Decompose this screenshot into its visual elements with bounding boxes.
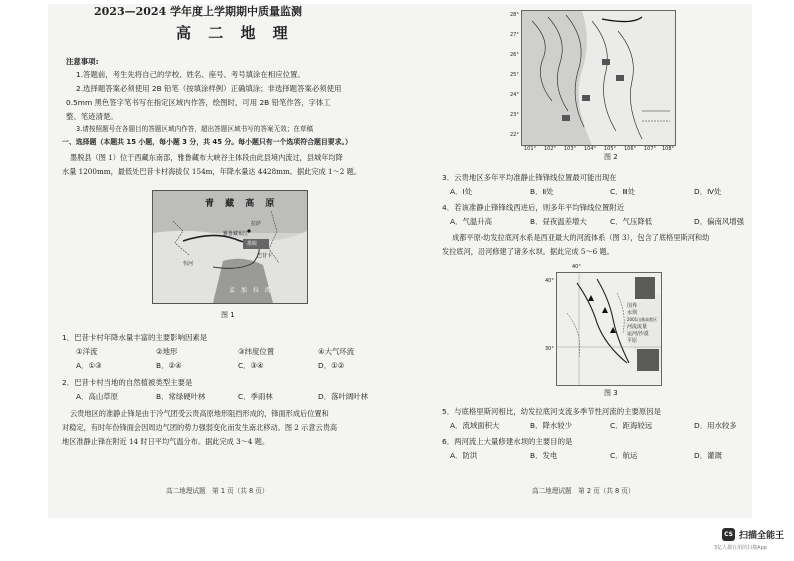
legend-item: 河流流量 — [627, 324, 648, 330]
question-factors — [76, 346, 354, 357]
question-options — [76, 360, 344, 371]
y-tick-label: 24° — [510, 92, 519, 98]
x-tick-label: 101° — [524, 146, 537, 152]
question-options — [450, 420, 737, 431]
figure-2-isotherm-map — [521, 10, 676, 146]
question-stem: 4．若该准静止锋锋线西进后，则多年平均锋线位置附近 — [442, 203, 625, 212]
figure-caption: 图 2 — [604, 153, 618, 161]
section-title: 一、选择题（本题共 15 小题，每小题 3 分，共 45 分。每小题只有一个选项符合题目要求。） — [62, 138, 352, 146]
option: B．降水较少 — [530, 421, 573, 430]
map-label: 青 藏 高 原 — [205, 199, 279, 209]
question-options — [450, 216, 744, 227]
option: C．航运 — [610, 451, 638, 460]
question-stem: 2．巴昔卡村当地的自然植被类型主要是 — [62, 378, 193, 387]
question-options — [450, 186, 721, 197]
option: C．气压降低 — [610, 217, 653, 226]
option: C．Ⅲ处 — [610, 187, 636, 196]
y-tick-label: 23° — [510, 112, 519, 118]
option: B．昼夜温差增大 — [530, 217, 587, 226]
x-tick-label: 108° — [662, 146, 675, 152]
figure-caption: 图 3 — [604, 389, 618, 397]
option: D．①② — [318, 361, 345, 370]
camscanner-logo-icon: CS — [722, 528, 735, 541]
scanner-app-tagline: 3亿人都在用的扫描App — [714, 545, 767, 551]
exam-title: 2023—2024 学年度上学期期中质量监测 — [94, 5, 303, 18]
option: C．季雨林 — [238, 392, 273, 401]
scanned-exam-sheet — [48, 4, 752, 518]
option: A．Ⅰ处 — [450, 187, 473, 196]
question-options — [76, 391, 368, 402]
legend-item: 水坝 — [627, 310, 638, 316]
subject-title: 高 二 地 理 — [176, 24, 294, 42]
notice-line: 2.选择题答案必须使用 2B 铅笔（按填涂样例）正确填涂；非选择题答案必须使用 — [76, 84, 342, 93]
x-tick-label: 104° — [584, 146, 597, 152]
factor: ②地形 — [156, 347, 178, 356]
question-stem: 3．云贵地区多年平均准静止锋锋线位置最可能出现在 — [442, 173, 617, 182]
legend-item: 2001山脉高程区 — [627, 317, 658, 322]
x-tick-label: 106° — [624, 146, 637, 152]
map-label: 恒河 — [183, 261, 194, 267]
lat-label: 30° — [545, 346, 554, 352]
exam-page-1 — [48, 4, 400, 518]
option: D．Ⅳ处 — [694, 187, 722, 196]
x-tick-label: 102° — [544, 146, 557, 152]
passage-line: 墨脱县（图 1）位于西藏东南部，雅鲁藏布大峡谷主体段由此县境内流过，县城年均降 — [70, 153, 343, 162]
y-tick-label: 27° — [510, 32, 519, 38]
option: C．③④ — [238, 361, 264, 370]
notice-line: 1.答题前，考生先将自己的学校、姓名、座号、考号填涂在相应位置。 — [76, 70, 305, 79]
figure-3-river-map — [556, 272, 662, 386]
scanner-app-name: 扫描全能王 — [739, 531, 785, 541]
option: B．②④ — [156, 361, 182, 370]
map-label: 巴昔卡 — [257, 253, 273, 259]
passage-line: 成都平原-幼发拉底河水系是西亚最大的河流体系（图 3），包含了底格里斯河和幼 — [452, 233, 710, 242]
page-footer: 高二地理试题 第 1 页（共 8 页） — [166, 487, 269, 495]
exam-page-2 — [408, 4, 752, 518]
option: C．距海较远 — [610, 421, 653, 430]
factor: ③纬度位置 — [238, 347, 275, 356]
legend-item: 运河/沙漠 — [627, 331, 649, 337]
question-stem: 6．两河流上大量修建水坝的主要目的是 — [442, 437, 573, 446]
option: A．高山草原 — [76, 392, 119, 401]
passage-line: 水量 1200mm，最低处巴昔卡村海拔仅 154m，年降水量达 4428mm。据此完成 1～2 题。 — [62, 167, 362, 176]
x-tick-label: 105° — [604, 146, 617, 152]
passage-line: 对稳定，有时年份锋面会因周边气团的势力强弱变化而发生南北移动。图 2 示意云贵高 — [62, 423, 338, 432]
y-tick-label: 28° — [510, 12, 519, 18]
page-footer: 高二地理试题 第 2 页（共 8 页） — [532, 487, 635, 495]
passage-line: 发拉底河，沿河修建了诸多水坝。据此完成 5～6 题。 — [442, 247, 614, 256]
legend-item: 平原 — [627, 338, 638, 344]
option: B．常绿硬叶林 — [156, 392, 206, 401]
option: D．偏南风增强 — [694, 217, 745, 226]
option: B．发电 — [530, 451, 558, 460]
question-stem: 1．巴昔卡村年降水量丰富的主要影响因素是 — [62, 333, 208, 342]
question-options — [450, 450, 722, 461]
option: A．①③ — [76, 361, 102, 370]
map-label: 墨脱 — [247, 241, 258, 247]
notice-line: 3.请按照题号在各题目的答题区域内作答，超出答题区域书写的答案无效；在草稿 — [76, 125, 314, 133]
option: B．Ⅱ处 — [530, 187, 554, 196]
y-tick-label: 22° — [510, 132, 519, 138]
notice-title: 注意事项: — [66, 57, 99, 66]
option: D．落叶阔叶林 — [318, 392, 369, 401]
notice-line: 整、笔迹清楚。 — [66, 112, 118, 121]
option: A．防洪 — [450, 451, 478, 460]
passage-line: 地区准静止锋在附近 14 时日平均气温分布。据此完成 3～4 题。 — [62, 437, 270, 446]
y-tick-label: 25° — [510, 72, 519, 78]
x-tick-label: 107° — [644, 146, 657, 152]
y-tick-label: 26° — [510, 52, 519, 58]
factor: ①洋流 — [76, 347, 98, 356]
map-label: 孟 加 拉 湾 — [229, 287, 273, 294]
legend-item: 国界 — [627, 303, 638, 309]
x-tick-label: 103° — [564, 146, 577, 152]
lat-label: 40° — [545, 278, 554, 284]
map-label: 雅鲁藏布江 — [223, 231, 249, 237]
notice-line: 0.5mm 黑色签字笔书写在指定区域内作答，绘图时，可用 2B 铅笔作答，字体工 — [66, 98, 331, 107]
option: A．气温升高 — [450, 217, 493, 226]
option: A．流域面积大 — [450, 421, 500, 430]
figure-caption: 图 1 — [221, 311, 235, 319]
option: D．灌溉 — [694, 451, 722, 460]
factor: ④大气环流 — [318, 347, 355, 356]
option: D．用水较多 — [694, 421, 737, 430]
figure-1-map — [152, 190, 308, 304]
map-label: 拉萨 — [251, 221, 262, 227]
question-stem: 5．与底格里斯河相比，幼发拉底河支流多季节性河流的主要原因是 — [442, 407, 662, 416]
passage-line: 云贵地区的准静止锋是由于冷气团受云贵高原地形阻挡形成的，锋面形成后位置和 — [70, 409, 329, 418]
lon-label: 40° — [572, 264, 581, 270]
